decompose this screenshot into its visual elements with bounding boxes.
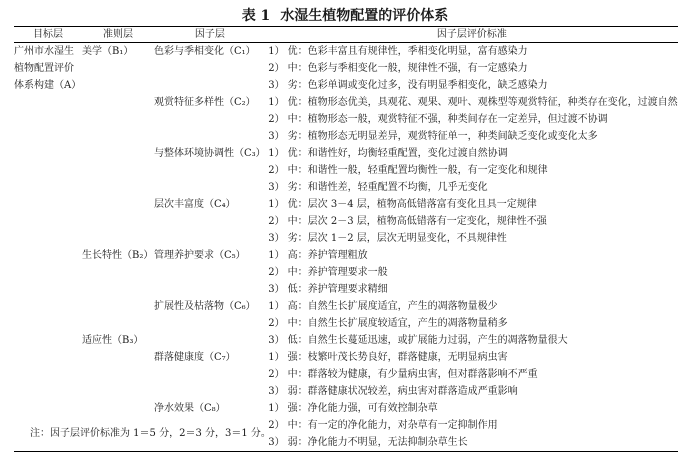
standard-cell: 强：枝繁叶茂长势良好，群落健康，无明显病虫害 [287,352,508,363]
table-row [14,298,678,315]
standard-cell: 弱：群落健康状况较差，病虫害对群落造成严重影响 [287,386,518,397]
criterion-cell [82,60,154,77]
standard-cell: 优：和谐性好，均衡轻重配置，变化过渡自然协调 [287,148,508,159]
standard-cell: 中：层次 2－3 层，植物高低错落有一定变化，规律性不强 [287,216,547,227]
goal-cell-empty [14,128,82,145]
criterion-cell [82,366,154,383]
standard-text: 有一定的净化能力，对杂草有一定抑制作用 [307,420,498,431]
standard-text: 群落健康状况较差，病虫害对群落造成严重影响 [307,386,518,397]
standard-grade: 中 [287,63,298,74]
criterion-cell: 生长特性（B₂） [82,250,154,261]
table-row [14,230,678,247]
factor-cell [154,213,266,230]
standard-cell: 中：群落较为健康，有少量病虫害，但对群落影响不严重 [287,369,538,380]
table-row [14,281,678,298]
factor-cell: 色彩与季相变化（C₁） [154,46,256,57]
standard-cell: 优：植物形态优美，具观花、观果、观叶、观株型等观赏特征，种类存在变化，过渡自然 [287,97,678,108]
standard-text: 层次 3－4 层，植物高低错落富有变化且具一定规律 [307,199,537,210]
criterion-cell [82,230,154,247]
factor-cell [154,383,266,400]
criterion-cell: 适应性（B₃） [82,335,144,346]
criterion-cell [82,128,154,145]
standard-number: 2） [268,114,285,125]
header-factor: 因子层 [154,27,266,43]
standard-text: 和谐性差，轻重配置不均衡，几乎无变化 [307,182,488,193]
standard-number: 2） [268,420,285,431]
caption-label: 表 1 [241,8,271,24]
criterion-cell [82,264,154,281]
table-row [14,60,678,77]
standard-cell: 中：色彩与季相变化一般，规律性不强，有一定感染力 [287,63,528,74]
goal-cell-empty [14,281,82,298]
standard-text: 枝繁叶茂长势良好，群落健康，无明显病虫害 [307,352,508,363]
table-header-row [14,27,678,43]
table-row [14,349,678,366]
header-goal: 目标层 [14,27,82,43]
standard-grade: 弱 [287,437,298,448]
standard-grade: 高 [287,301,298,312]
caption-text: 水湿生植物配置的评价体系 [280,8,449,24]
standard-grade: 中 [287,114,298,125]
goal-cell-empty [14,332,82,349]
goal-cell-empty [14,196,82,213]
factor-cell [154,281,266,298]
goal-cell-empty [14,298,82,315]
standard-cell: 强：净化能力强，可有效控制杂草 [287,403,438,414]
goal-cell-empty [14,94,82,111]
standard-grade: 弱 [287,386,298,397]
standard-cell: 中：有一定的净化能力，对杂草有一定抑制作用 [287,420,498,431]
standard-text: 植物形态无明显差异，观赏特征单一，种类间缺乏变化或变化太多 [307,131,598,142]
standard-grade: 优 [287,97,298,108]
goal-cell-empty [14,247,82,264]
criterion-cell [82,111,154,128]
standard-number: 1） [268,352,285,363]
standard-number: 1） [268,46,285,57]
table-row [14,213,678,230]
standard-grade: 劣 [287,131,298,142]
evaluation-table [14,26,678,452]
standard-grade: 中 [287,165,298,176]
goal-cell-empty [14,213,82,230]
factor-cell [154,315,266,332]
standard-number: 3） [268,80,285,91]
criterion-cell [82,213,154,230]
header-standard: 因子层评价标准 [266,27,678,43]
standard-number: 2） [268,318,285,329]
standard-text: 群落较为健康，有少量病虫害，但对群落影响不严重 [307,369,538,380]
standard-text: 层次 2－3 层，植物高低错落有一定变化，规律性不强 [307,216,547,227]
standard-grade: 高 [287,250,298,261]
table-row [14,264,678,281]
standard-text: 植物形态一般，观赏特征不强，种类间存在一定差异，但过渡不协调 [307,114,608,125]
standard-cell: 劣：和谐性差，轻重配置不均衡，几乎无变化 [287,182,488,193]
criterion-cell [82,298,154,315]
standard-grade: 劣 [287,182,298,193]
goal-cell: 广州市水湿生植物配置评价体系构建（A） [14,46,82,91]
standard-text: 和谐性一般，轻重配置均衡性一般，有一定变化和规律 [307,165,548,176]
goal-cell-empty [14,145,82,162]
standard-cell: 劣：植物形态无明显差异，观赏特征单一，种类间缺乏变化或变化太多 [287,131,598,142]
standard-text: 色彩与季相变化一般，规律性不强，有一定感染力 [307,63,528,74]
standard-grade: 中 [287,267,298,278]
criterion-cell [82,400,154,417]
factor-cell [154,264,266,281]
standard-number: 3） [268,131,285,142]
factor-cell [154,179,266,196]
standard-cell: 中：和谐性一般，轻重配置均衡性一般，有一定变化和规律 [287,165,548,176]
table-row [14,196,678,213]
table-body [14,43,678,452]
table-row [14,94,678,111]
table-row [14,247,678,264]
factor-cell: 层次丰富度（C₄） [154,199,236,210]
standard-grade: 劣 [287,233,298,244]
standard-cell: 中：自然生长扩展度较适宜，产生的凋落物量稍多 [287,318,508,329]
standard-cell: 优：层次 3－4 层，植物高低错落富有变化且具一定规律 [287,199,537,210]
standard-text: 养护管理要求精细 [307,284,388,295]
standard-grade: 低 [287,335,298,346]
goal-cell-empty [14,179,82,196]
standard-number: 3） [268,284,285,295]
table-row [14,77,678,94]
table-row [14,315,678,332]
standard-grade: 强 [287,403,298,414]
factor-cell [154,77,266,94]
factor-cell: 群落健康度（C₇） [154,352,236,363]
factor-cell [154,128,266,145]
criterion-cell [82,179,154,196]
factor-cell [154,60,266,77]
standard-text: 色彩丰富且有规律性，季相变化明显，富有感染力 [307,46,528,57]
criterion-cell: 美学（B₁） [82,46,134,57]
standard-grade: 低 [287,284,298,295]
standard-cell: 弱：净化能力不明显，无法抑制杂草生长 [288,434,678,452]
goal-cell-empty [14,162,82,179]
standard-cell: 低：养护管理要求精细 [287,284,388,295]
standard-text: 自然生长扩展度适宜，产生的凋落物量极少 [307,301,498,312]
goal-cell-empty [14,315,82,332]
table-row [14,162,678,179]
table-row [14,111,678,128]
standard-number: 2） [268,165,285,176]
standard-grade: 中 [287,420,298,431]
factor-cell [154,332,266,349]
table-row [14,43,678,61]
criterion-cell [82,145,154,162]
criterion-cell [82,77,154,94]
standard-text: 净化能力不明显，无法抑制杂草生长 [307,437,468,448]
factor-cell: 扩展性及枯落物（C₆） [154,301,256,312]
standard-text: 自然生长扩展度较适宜，产生的凋落物量稍多 [307,318,508,329]
standard-number: 2） [268,267,285,278]
standard-text: 植物形态优美，具观花、观果、观叶、观株型等观赏特征，种类存在变化，过渡自然 [307,97,678,108]
factor-cell: 观赏特征多样性（C₂） [154,97,256,108]
standard-number: 1） [268,403,285,414]
standard-number: 2） [268,216,285,227]
standard-text: 色彩单调或变化过多，没有明显季相变化，缺乏感染力 [307,80,548,91]
factor-cell: 净水效果（C₈） [154,403,226,414]
table-row [14,383,678,400]
standard-grade: 中 [287,318,298,329]
standard-number: 3） [268,182,285,193]
standard-number: 3） [268,335,285,346]
standard-cell: 低：自然生长蔓延迅速，或扩展能力过弱，产生的凋落物量很大 [287,335,568,346]
table-row [14,179,678,196]
goal-cell-empty [14,366,82,383]
standard-grade: 优 [287,148,298,159]
standard-cell: 高：养护管理粗放 [287,250,368,261]
standard-number: 1） [268,148,285,159]
standard-text: 自然生长蔓延迅速，或扩展能力过弱，产生的凋落物量很大 [307,335,568,346]
criterion-cell [82,196,154,213]
factor-cell [154,111,266,128]
standard-text: 净化能力强，可有效控制杂草 [307,403,438,414]
standard-text: 和谐性好，均衡轻重配置，变化过渡自然协调 [307,148,508,159]
standard-cell: 劣：色彩单调或变化过多，没有明显季相变化，缺乏感染力 [287,80,548,91]
standard-cell: 中：植物形态一般，观赏特征不强，种类间存在一定差异，但过渡不协调 [287,114,608,125]
standard-cell: 高：自然生长扩展度适宜，产生的凋落物量极少 [287,301,498,312]
factor-cell [154,162,266,179]
criterion-cell [82,162,154,179]
header-criterion: 准则层 [82,27,154,43]
table-caption [0,5,690,25]
goal-cell-empty [14,383,82,400]
standard-grade: 优 [287,46,298,57]
standard-number: 1） [268,199,285,210]
factor-cell [154,230,266,247]
standard-number: 3） [268,386,285,397]
goal-cell-empty [14,111,82,128]
goal-cell-empty [14,349,82,366]
standard-grade: 中 [287,216,298,227]
standard-grade: 劣 [287,80,298,91]
factor-cell: 与整体环境协调性（C₃） [154,148,266,159]
standard-text: 层次 1－2 层，层次无明显变化，不具规律性 [307,233,507,244]
standard-grade: 强 [287,352,298,363]
standard-number: 1） [268,301,285,312]
standard-number: 1） [268,97,285,108]
standard-number: 2） [268,369,285,380]
goal-cell-empty [14,230,82,247]
factor-cell [154,366,266,383]
criterion-cell [82,281,154,298]
goal-cell-empty [14,400,82,417]
table-row [14,332,678,349]
standard-grade: 中 [287,369,298,380]
standard-number: 2） [268,63,285,74]
standard-cell: 中：养护管理要求一般 [287,267,388,278]
criterion-cell [82,383,154,400]
standard-cell: 劣：层次 1－2 层，层次无明显变化，不具规律性 [287,233,507,244]
criterion-cell [82,349,154,366]
table-row [14,400,678,417]
standard-text: 养护管理粗放 [307,250,368,261]
standard-text: 养护管理要求一般 [307,267,388,278]
standard-number: 1） [268,250,285,261]
table-row [14,128,678,145]
goal-cell-empty [14,264,82,281]
standard-grade: 优 [287,199,298,210]
factor-cell: 管理养护要求（C₅） [154,250,246,261]
standard-number: 3） [266,434,288,452]
table-row [14,366,678,383]
criterion-cell [82,315,154,332]
standard-number: 3） [268,233,285,244]
table-row [14,145,678,162]
criterion-cell [82,94,154,111]
standard-cell: 优：色彩丰富且有规律性，季相变化明显，富有感染力 [287,46,528,57]
table-note: 注：因子层评价标准为 1＝5 分，2＝3 分，3＝1 分。 [30,428,271,439]
